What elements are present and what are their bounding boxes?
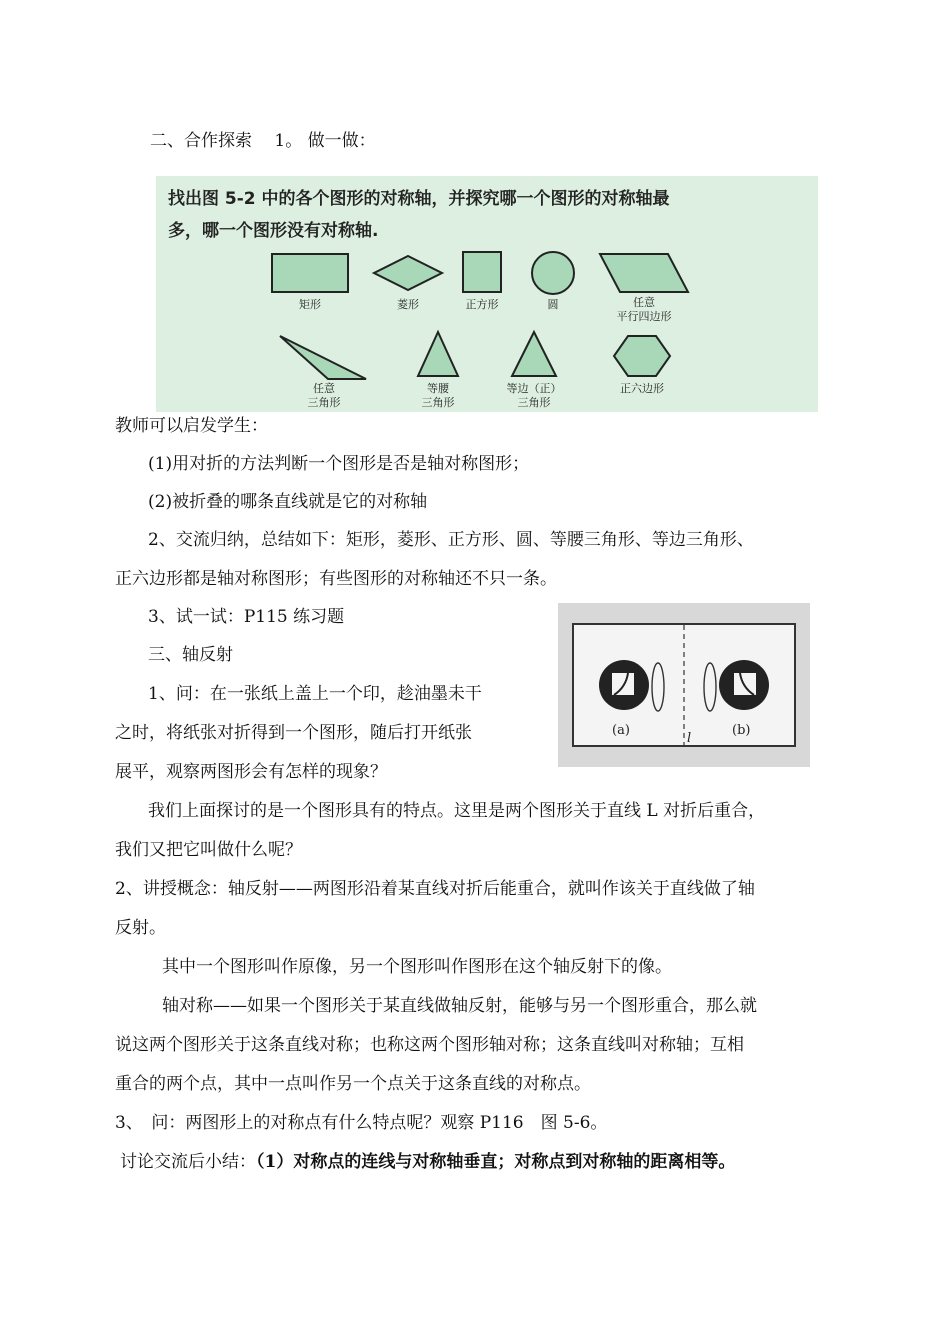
conclusion xyxy=(120,1150,735,1174)
label-isosceles-triangle xyxy=(393,382,483,410)
figure-stamp-reflection xyxy=(558,603,810,767)
question-3: 3、 问：两图形上的对称点有什么特点呢？观察 P116 图 5-6。 xyxy=(115,1113,608,1133)
figure-instruction-line-1: 找出图 5-2 中的各个图形的对称轴，并探究哪一个图形的对称轴最 xyxy=(168,189,670,209)
stamp-b-inner xyxy=(734,673,756,695)
teacher-hint: 教师可以启发学生： xyxy=(115,416,268,436)
question-line-2: 之时，将纸张对折得到一个图形，随后打开纸张 xyxy=(115,723,472,743)
label-scalene-triangle xyxy=(279,382,369,410)
scalene-triangle-shape xyxy=(280,336,366,379)
label-rectangle: 矩形 xyxy=(299,298,321,311)
rectangle-shape xyxy=(272,254,348,292)
paragraph-1-line-2: 我们又把它叫做什么呢？ xyxy=(115,840,302,860)
label-scalene-triangle-line-1: 任意 xyxy=(313,382,335,395)
label-rhombus: 菱形 xyxy=(397,298,419,311)
concept-line-2: 反射。 xyxy=(115,918,166,938)
axis-symmetry-line-2: 说这两个图形关于这条直线对称；也称这两个图形轴对称；这条直线叫对称轴；互相 xyxy=(115,1035,744,1055)
section-heading-axis-reflection: 三、轴反射 xyxy=(148,645,233,665)
conclusion-bold: （1）对称点的连线与对称轴垂直；对称点到对称轴的距离相等。 xyxy=(256,1152,736,1172)
circle-shape xyxy=(532,252,574,294)
figure-stamp-panel xyxy=(572,623,796,747)
label-hexagon: 正六边形 xyxy=(620,382,664,395)
hint-2: (2)被折叠的哪条直线就是它的对称轴 xyxy=(148,492,428,512)
conclusion-prefix: 讨论交流后小结： xyxy=(120,1152,256,1172)
shapes-drawing xyxy=(156,176,818,412)
try-it: 3、试一试：P115 练习题 xyxy=(148,607,345,627)
label-parallelogram-line-2: 平行四边形 xyxy=(616,310,672,323)
isosceles-triangle-shape xyxy=(418,332,458,376)
image-definition: 其中一个图形叫作原像，另一个图形叫作图形在这个轴反射下的像。 xyxy=(162,957,672,977)
summary-line-2: 正六边形都是轴对称图形；有些图形的对称轴还不只一条。 xyxy=(115,569,557,589)
label-isosceles-triangle-line-1: 等腰 xyxy=(427,382,449,395)
label-circle: 圆 xyxy=(547,298,559,311)
label-isosceles-triangle-line-2: 三角形 xyxy=(421,396,455,409)
paragraph-1-line-1: 我们上面探讨的是一个图形具有的特点。这里是两个图形关于直线 L 对折后重合， xyxy=(148,801,766,821)
equilateral-triangle-shape xyxy=(512,332,556,376)
label-parallelogram xyxy=(599,296,689,324)
label-axis-l: l xyxy=(687,731,692,746)
stamp-a-inner xyxy=(612,673,634,695)
axis-symmetry-line-3: 重合的两个点，其中一点叫作另一个点关于这条直线的对称点。 xyxy=(115,1074,591,1094)
stamp-drawing xyxy=(574,625,794,745)
question-line-3: 展平，观察两图形会有怎样的现象？ xyxy=(115,762,387,782)
square-shape xyxy=(463,252,501,292)
question-line-1: 1、问：在一张纸上盖上一个印，趁油墨未干 xyxy=(148,684,482,704)
lens-a xyxy=(652,663,664,711)
axis-symmetry-line-1: 轴对称——如果一个图形关于某直线做轴反射，能够与另一个图形重合，那么就 xyxy=(162,996,757,1016)
label-equilateral-triangle-line-1: 等边（正） xyxy=(506,382,562,395)
figure-instruction-line-2: 多，哪一个图形没有对称轴. xyxy=(168,221,379,241)
label-parallelogram-line-1: 任意 xyxy=(633,296,655,309)
label-scalene-triangle-line-2: 三角形 xyxy=(307,396,341,409)
summary-line-1: 2、交流归纳，总结如下：矩形，菱形、正方形、圆、等腰三角形、等边三角形、 xyxy=(148,530,754,550)
label-a: (a) xyxy=(612,723,630,738)
hint-1: (1)用对折的方法判断一个图形是否是轴对称图形； xyxy=(148,454,530,474)
section-heading-cooperative-exploration: 二、合作探索 1。 做一做： xyxy=(150,131,376,151)
hexagon-shape xyxy=(614,336,670,376)
label-equilateral-triangle xyxy=(489,382,579,410)
label-b: (b) xyxy=(732,723,751,738)
parallelogram-shape xyxy=(600,254,688,292)
concept-line-1: 2、讲授概念：轴反射——两图形沿着某直线对折后能重合，就叫作该关于直线做了轴 xyxy=(115,879,755,899)
label-equilateral-triangle-line-2: 三角形 xyxy=(517,396,551,409)
figure-5-2-symmetry-shapes xyxy=(156,176,818,412)
rhombus-shape xyxy=(374,256,442,290)
lens-b xyxy=(704,663,716,711)
label-square: 正方形 xyxy=(465,298,499,311)
